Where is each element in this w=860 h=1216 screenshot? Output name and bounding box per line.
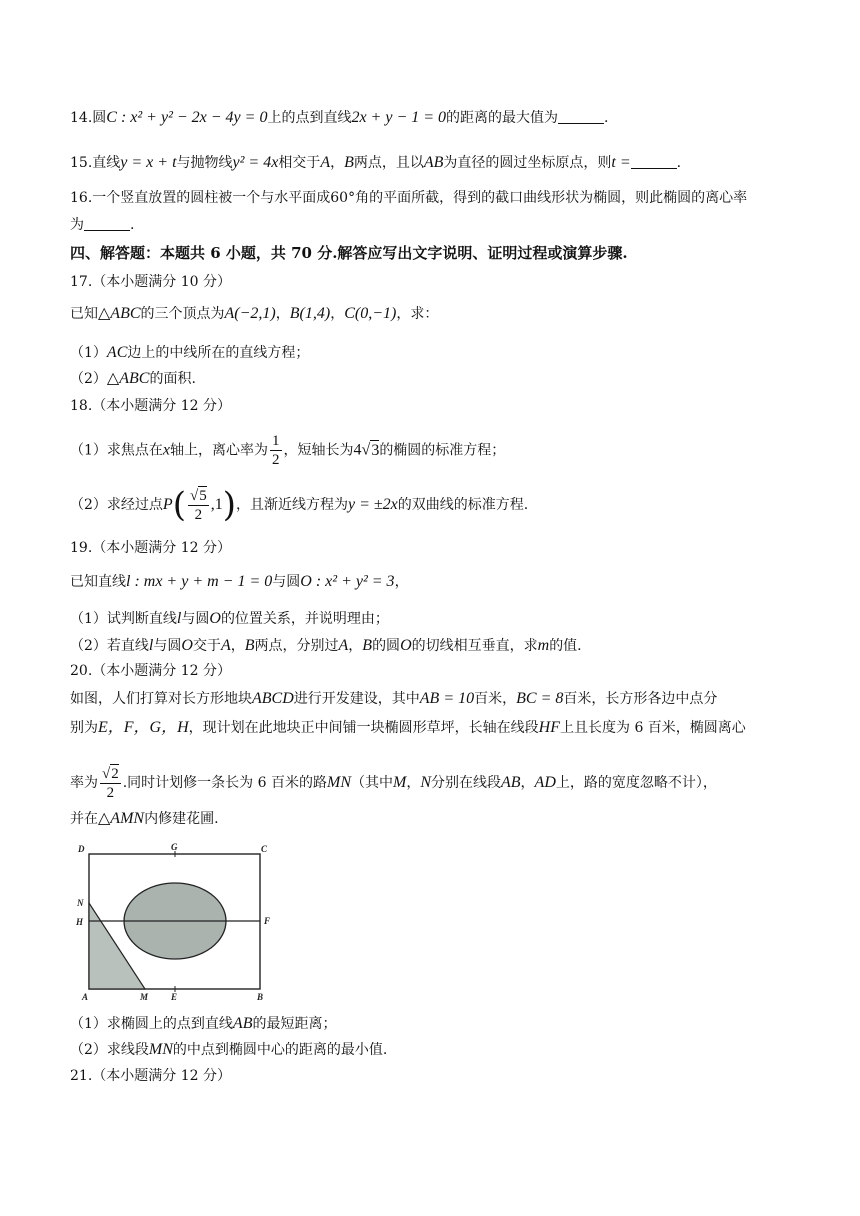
label-a: A <box>82 992 89 1002</box>
fraction: $\frac{√2}{2}$ <box>102 766 119 801</box>
label-n: N <box>77 898 84 908</box>
question-18-part-2: （2）求经过点P( $\frac{√5}{2}$ ,1)，且渐近线方程为y = ±2x的双曲线的标准方程. <box>70 485 529 525</box>
question-16-line-1: 16.一个竖直放置的圆柱被一个与水平面成60°角的平面所截，得到的截口曲线形状为椭圆，则此椭圆的离心率 <box>70 190 748 206</box>
answer-blank <box>631 154 677 169</box>
question-17-part-1: （1）AC边上的中线所在的直线方程； <box>70 344 310 361</box>
section-heading: 四、解答题：本题共 6 小题，共 70 分.解答应写出文字说明、证明过程或演算步骤. <box>70 244 628 262</box>
question-19-header: 19.（本小题满分 12 分） <box>70 540 231 556</box>
label-g: G <box>171 842 178 852</box>
figure-diagram <box>72 838 282 1008</box>
label-m: M <box>140 992 149 1002</box>
answer-blank <box>558 109 604 124</box>
question-19-part-1: （1）试判断直线l与圆O的位置关系，并说明理由； <box>70 610 389 627</box>
label-f: F <box>264 916 271 926</box>
question-17-header: 17.（本小题满分 10 分） <box>70 274 231 290</box>
label-d: D <box>78 844 85 854</box>
question-15: 15.直线y = x + t与抛物线y² = 4x相交于A，B两点，且以AB为直径的圆过坐标原点，则t = . <box>70 154 682 171</box>
question-19-stem: 已知直线l : mx + y + m − 1 = 0与圆O : x² + y² = 3， <box>70 573 409 590</box>
sqrt-symbol: √ <box>189 488 199 504</box>
question-19-part-2: （2）若直线l与圆O交于A，B两点，分别过A，B的圆O的切线相互垂直，求m的值. <box>70 637 582 654</box>
rectangle-figure <box>72 838 282 1012</box>
question-14: 14.圆C : x² + y² − 2x − 4y = 0上的点到直线2x + y − 1 = 0的距离的最大值为 . <box>70 109 609 126</box>
question-17-stem: 已知△ABC的三个顶点为A(−2,1)，B(1,4)，C(0,−1)，求： <box>70 305 439 322</box>
question-20-line-1: 如图，人们打算对长方形地块ABCD进行开发建设，其中AB = 10百米，BC = 8百米，长方形各边中点分 <box>70 690 718 707</box>
question-20-part-2: （2）求线段MN的中点到椭圆中心的距离的最小值. <box>70 1041 388 1058</box>
question-20-line-2: 别为E，F，G，H，现计划在此地块正中间铺一块椭圆形草坪，长轴在线段HF上且长度为 6 百米，椭圆离心 <box>70 719 746 736</box>
question-21-header: 21.（本小题满分 12 分） <box>70 1068 231 1084</box>
label-b: B <box>257 992 264 1002</box>
question-18-header: 18.（本小题满分 12 分） <box>70 398 231 414</box>
label-c: C <box>261 844 268 854</box>
question-20-line-3: 率为 $\frac{√2}{2}$ .同时计划修一条长为 6 百米的路MN（其中M，N分别在线段AB，AD上，路的宽度忽略不计）， <box>70 766 717 801</box>
fraction: $\frac{1}{2}$ <box>272 433 280 468</box>
label-e: E <box>171 992 178 1002</box>
sqrt-symbol: √ <box>102 766 111 782</box>
sqrt-symbol: √ <box>361 441 371 459</box>
question-17-part-2: （2）△ABC的面积. <box>70 370 196 387</box>
question-20-line-4: 并在△AMN内修建花圃. <box>70 810 219 827</box>
fraction: $\frac{√5}{2}$ <box>189 488 207 523</box>
answer-blank <box>84 216 130 231</box>
question-16-line-2: 为 . <box>70 217 135 233</box>
label-h: H <box>76 917 84 927</box>
question-20-header: 20.（本小题满分 12 分） <box>70 663 231 679</box>
question-18-part-1: （1）求焦点在x轴上，离心率为 $\frac{1}{2}$ ，短轴长为4√3的椭圆的标准方程； <box>70 433 506 468</box>
question-20-part-1: （1）求椭圆上的点到直线AB的最短距离； <box>70 1015 337 1032</box>
